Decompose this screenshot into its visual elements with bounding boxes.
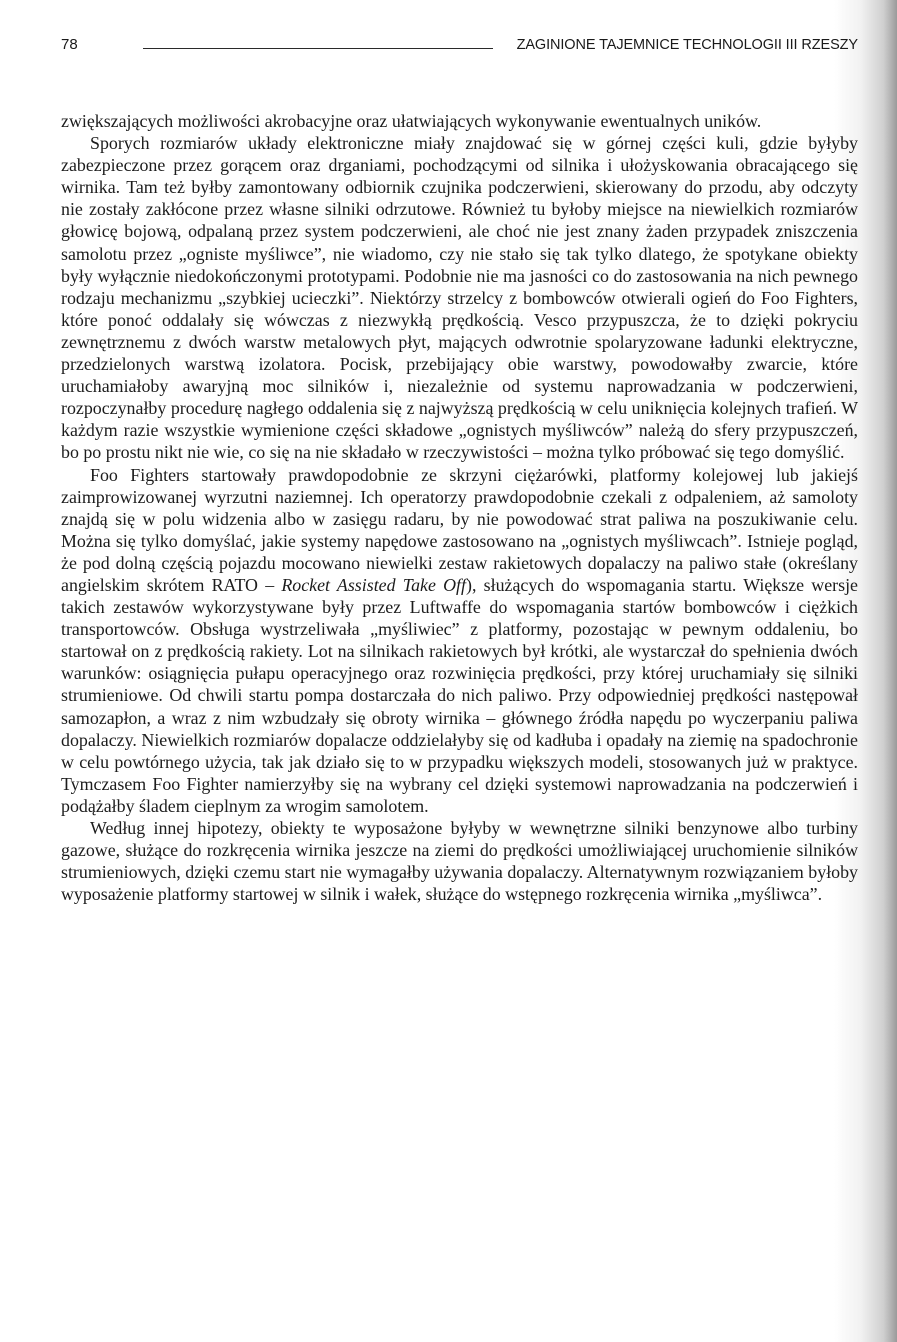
paragraph: Według innej hipotezy, obiekty te wyposażone byłyby w wewnętrzne silniki benzynowe albo turbiny gazowe, służące do rozkręcenia wirnika jeszcze na ziemi do prędkości umożliwiającej uruchomienie silników strumieniowych, dzięki czemu start nie wymagałby używania dopalaczy. Alternatywnym rozwiązaniem byłoby wyposażenie platformy startowej w silnik i wałek, służące do wstępnego rozkręcenia wirnika „myśliwca”.: [61, 818, 858, 905]
paragraph: [61, 464, 858, 818]
running-title: ZAGINIONE TAJEMNICE TECHNOLOGII III RZESZY: [516, 37, 858, 53]
italic-term: Rocket Assisted Take Off: [281, 574, 466, 595]
header-rule: [143, 48, 493, 49]
paragraph-text: ), służących do wspomagania startu. Większe wersje takich zestawów wykorzystywane były przez Luftwaffe do wspomagania startów bombowców i ciężkich transportowców. Obsługa wystrzeliwała „myśliwiec” z platformy, pozostając w pewnym oddaleniu, bo startował on z prędkością rakiety. Lot na silnikach rakietowych był krótki, ale wystarczał do spełnienia dwóch warunków: osiągnięcia pułapu operacyjnego oraz rozwinięcia prędkości, przy której uruchamiały się silniki strumieniowe. Od chwili startu pompa dostarczała do nich paliwo. Przy odpowiedniej prędkości następował samozapłon, a wraz z nim wzbudzały się obroty wirnika – głównego źródła napędu po wyczerpaniu paliwa dopalaczy. Niewielkich rozmiarów dopalacze oddzielałyby się od kadłuba i opadały na ziemię na spadochronie w celu powtórnego użycia, tak jak działo się to w przypadku większych modeli, stosowanych już w praktyce. Tymczasem Foo Fighter namierzyłby się na wybrany cel dzięki systemowi naprowadzania na podczerwień i podążałby śladem cieplnym za wrogim samolotem.: [61, 574, 858, 816]
page-number: 78: [61, 36, 78, 53]
paragraph-text: Foo Fighters startowały prawdopodobnie ze skrzyni ciężarówki, platformy kolejowej lub jakiejś zaimprowizowanej wyrzutni naziemnej. Ich operatorzy prawdopodobnie czekali z odpaleniem, aż samoloty znajdą się w polu widzenia albo w zasięgu radaru, by nie powodować strat paliwa na poszukiwanie celu. Można się tylko domyślać, jakie systemy napędowe zastosowano na „ognistych myśliwcach”. Istnieje pogląd, że pod dolną częścią pojazdu mocowano niewielki zestaw rakietowych dopalaczy na paliwo stałe (określany angielskim skrótem RATO –: [61, 464, 858, 595]
body-text: [61, 110, 858, 905]
page-header: [61, 35, 858, 59]
paragraph: zwiększających możliwości akrobacyjne oraz ułatwiających wykonywanie ewentualnych uników.: [61, 111, 762, 131]
paragraph: Sporych rozmiarów układy elektroniczne miały znajdować się w górnej części kuli, gdzie byłyby zabezpieczone przez gorącem oraz drganiami, pochodzącymi od silnika i ułożyskowania obracającego się wirnika. Tam też byłby zamontowany odbiornik czujnika podczerwieni, skierowany do przodu, aby odczyty nie zostały zakłócone przez własne silniki odrzutowe. Również tu byłoby miejsce na niewielkich rozmiarów głowicę bojową, odpalaną przez system podczerwieni, ale choć nie jest znany żaden przypadek zniszczenia samolotu przez „ogniste myśliwce”, nie wiadomo, czy nie stało się tak tylko dlatego, że spotykane obiekty były wyłącznie niedokończonymi prototypami. Podobnie nie ma jasności co do zastosowania na nich pewnego rodzaju mechanizmu „szybkiej ucieczki”. Niektórzy strzelcy z bombowców otwierali ogień do Foo Fighters, które ponoć oddalały się wówczas z niezwykłą prędkością. Vesco przypuszcza, że to dzięki pokryciu zewnętrznemu z dwóch warstw metalowych płyt, mających odwrotnie spolaryzowane ładunki elektryczne, przedzielonych warstwą izolatora. Pocisk, przebijający obie warstwy, powodowałby zwarcie, które uruchamiałoby awaryjną moc silników i, niezależnie od systemu naprowadzania w podczerwieni, rozpoczynałby procedurę nagłego oddalenia się z najwyższą prędkością w celu uniknięcia kolejnych trafień. W każdym razie wszystkie wymienione części składowe „ognistych myśliwców” należą do sfery przypuszczeń, bo po prostu nikt nie wie, co się na nie składało w rzeczywistości – można tylko próbować się tego domyślić.: [61, 133, 858, 463]
